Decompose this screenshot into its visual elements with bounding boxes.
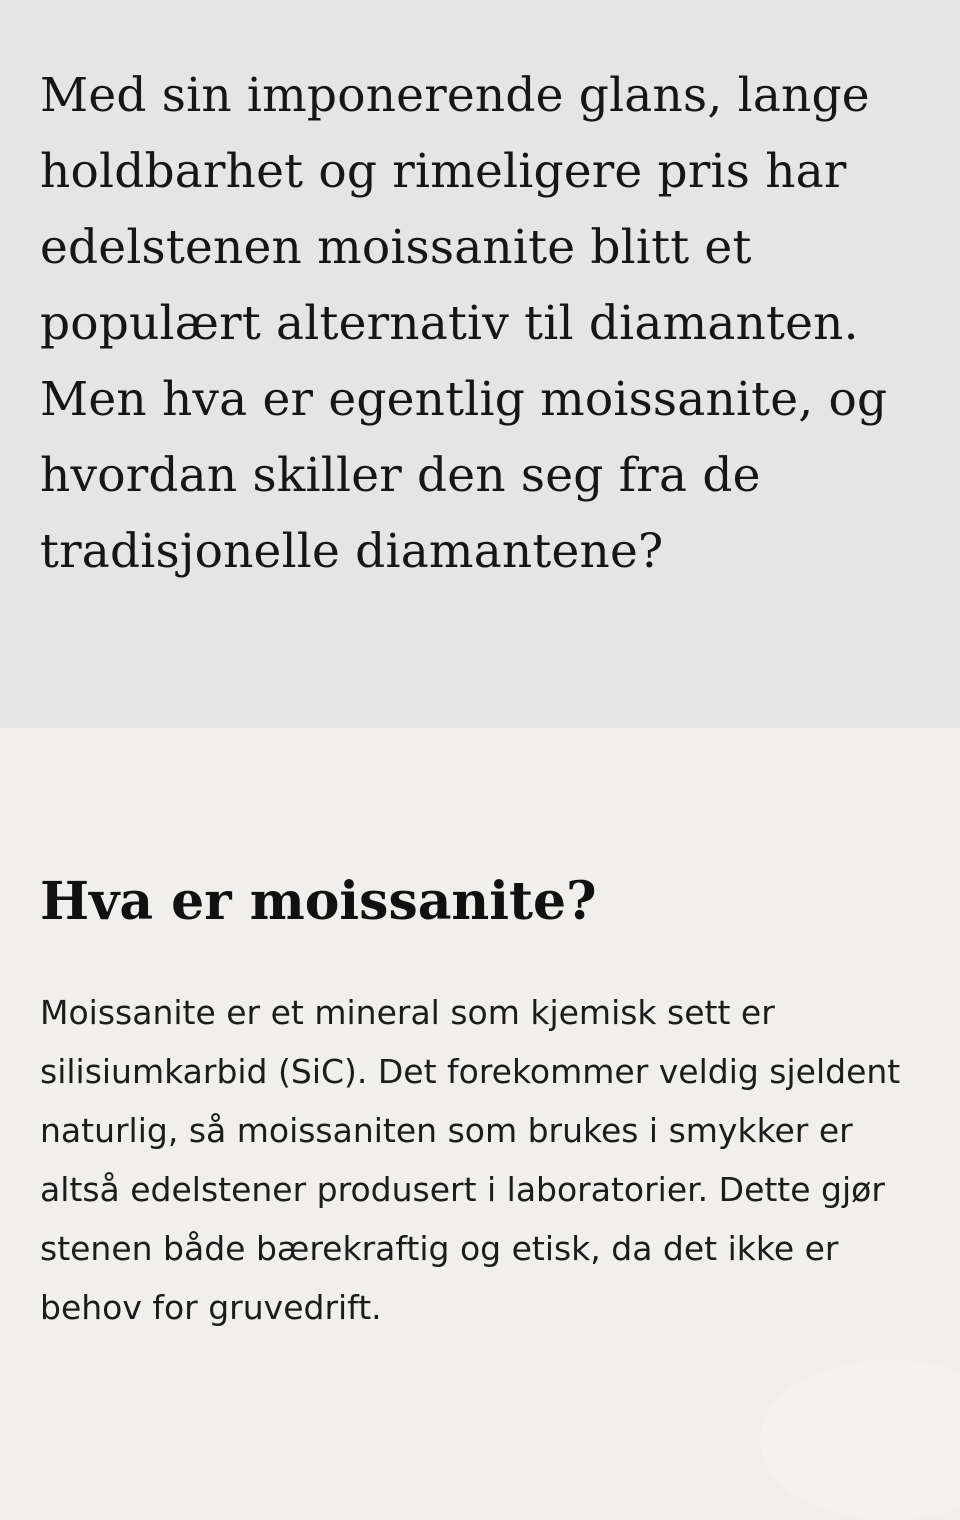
section-heading: Hva er moissanite? — [40, 871, 597, 932]
section-paragraph: Moissanite er et mineral som kjemisk sett er silisiumkarbid (SiC). Det forekommer veldig sjeldent naturlig, så moissaniten som brukes i smykker er altså edelstener produsert i laboratorier. Dette gjør stenen både bærekraftig og etisk, da det ikke er behov for gruvedrift. — [40, 993, 901, 1327]
intro-paragraph: Med sin imponerende glans, lange holdbarhet og rimeligere pris har edelstenen moissanite blitt et populært alternativ til diamanten. Men hva er egentlig moissanite, og hvordan skiller den seg fra de tradisjonelle diamantene? — [40, 68, 888, 579]
content-section — [0, 728, 960, 1421]
intro-section — [0, 0, 960, 728]
